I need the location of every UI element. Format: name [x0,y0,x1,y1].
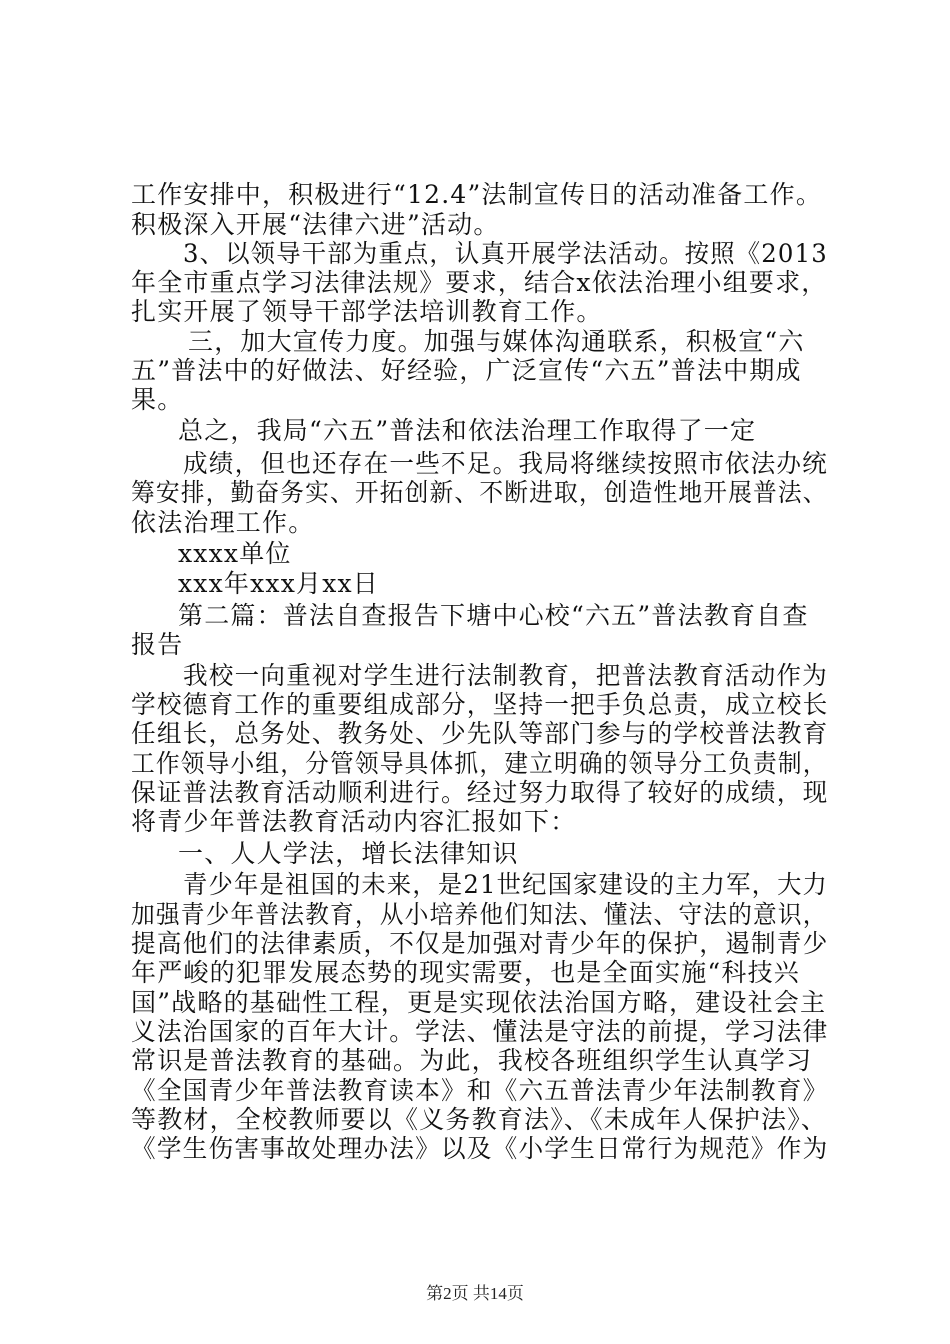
section-heading: 第二篇：普法自查报告下塘中心校“六五”普法教育自查 [178,601,809,630]
text-line: 加强青少年普法教育，从小培养他们知法、懂法、守法的意识， [131,900,828,929]
text-line: 筹安排，勤奋务实、开拓创新、不断进取，创造性地开展普法、 [131,478,828,507]
signature-date: xxx年xxx月xx日 [178,569,379,598]
text-line: 将青少年普法教育活动内容汇报如下： [131,807,577,836]
text-line: 提高他们的法律素质，不仅是加强对青少年的保护，遏制青少 [131,929,829,958]
text-line: 工作安排中，积极进行“12.4”法制宣传日的活动准备工作。 [131,180,823,209]
text-line: 义法治国家的百年大计。学法、懂法是守法的前提，学习法律 [131,1017,829,1046]
text-line: 等教材，全校教师要以《义务教育法》、《未成年人保护法》、 [131,1105,828,1134]
text-line: 扎实开展了领导干部学法培训教育工作。 [131,297,603,326]
subsection-heading: 一、人人学法，增长法律知识 [178,839,519,868]
text-line: 积极深入开展“法律六进”活动。 [131,210,500,239]
text-line: 果。 [131,385,184,414]
text-line: 年严峻的犯罪发展态势的现实需要，也是全面实施“科技兴 [131,958,800,987]
text-line: 常识是普法教育的基础。为此，我校各班组织学生认真学习 [131,1046,813,1075]
text-line: 国”战略的基础性工程，更是实现依法治国方略，建设社会主 [131,988,827,1017]
section-heading-continued: 报告 [131,630,184,659]
text-line: 三，加大宣传力度。加强与媒体沟通联系，积极宣“六 [188,327,805,356]
text-line: 工作领导小组，分管领导具体抓，建立明确的领导分工负责制， [131,749,828,778]
text-line: 成绩，但也还存在一些不足。我局将继续按照市依法办统 [183,449,828,478]
page-number-footer: 第2页 共14页 [426,1284,524,1303]
text-line: 青少年是祖国的未来，是21世纪国家建设的主力军，大力 [183,870,829,899]
text-line: 《学生伤害事故处理办法》以及《小学生日常行为规范》作为 [131,1134,829,1163]
text-line: 年全市重点学习法律法规》要求，结合x依法治理小组要求， [131,268,828,297]
text-line: 学校德育工作的重要组成部分，坚持一把手负总责，成立校长 [131,690,829,719]
text-line: 我校一向重视对学生进行法制教育，把普法教育活动作为 [183,661,828,690]
text-line: 依法治理工作。 [131,508,315,537]
text-line: 五”普法中的好做法、好经验，广泛宣传“六五”普法中期成 [131,356,802,385]
signature-unit: xxxx单位 [178,539,292,568]
text-line: 3、以领导干部为重点，认真开展学法活动。按照《2013 [183,239,828,268]
text-line: 保证普法教育活动顺利进行。经过努力取得了较好的成绩，现 [131,778,829,807]
text-line: 任组长，总务处、教务处、少先队等部门参与的学校普法教育 [131,719,829,748]
text-line: 总之，我局“六五”普法和依法治理工作取得了一定 [178,416,757,445]
text-line: 《全国青少年普法教育读本》和《六五普法青少年法制教育》 [131,1076,829,1105]
